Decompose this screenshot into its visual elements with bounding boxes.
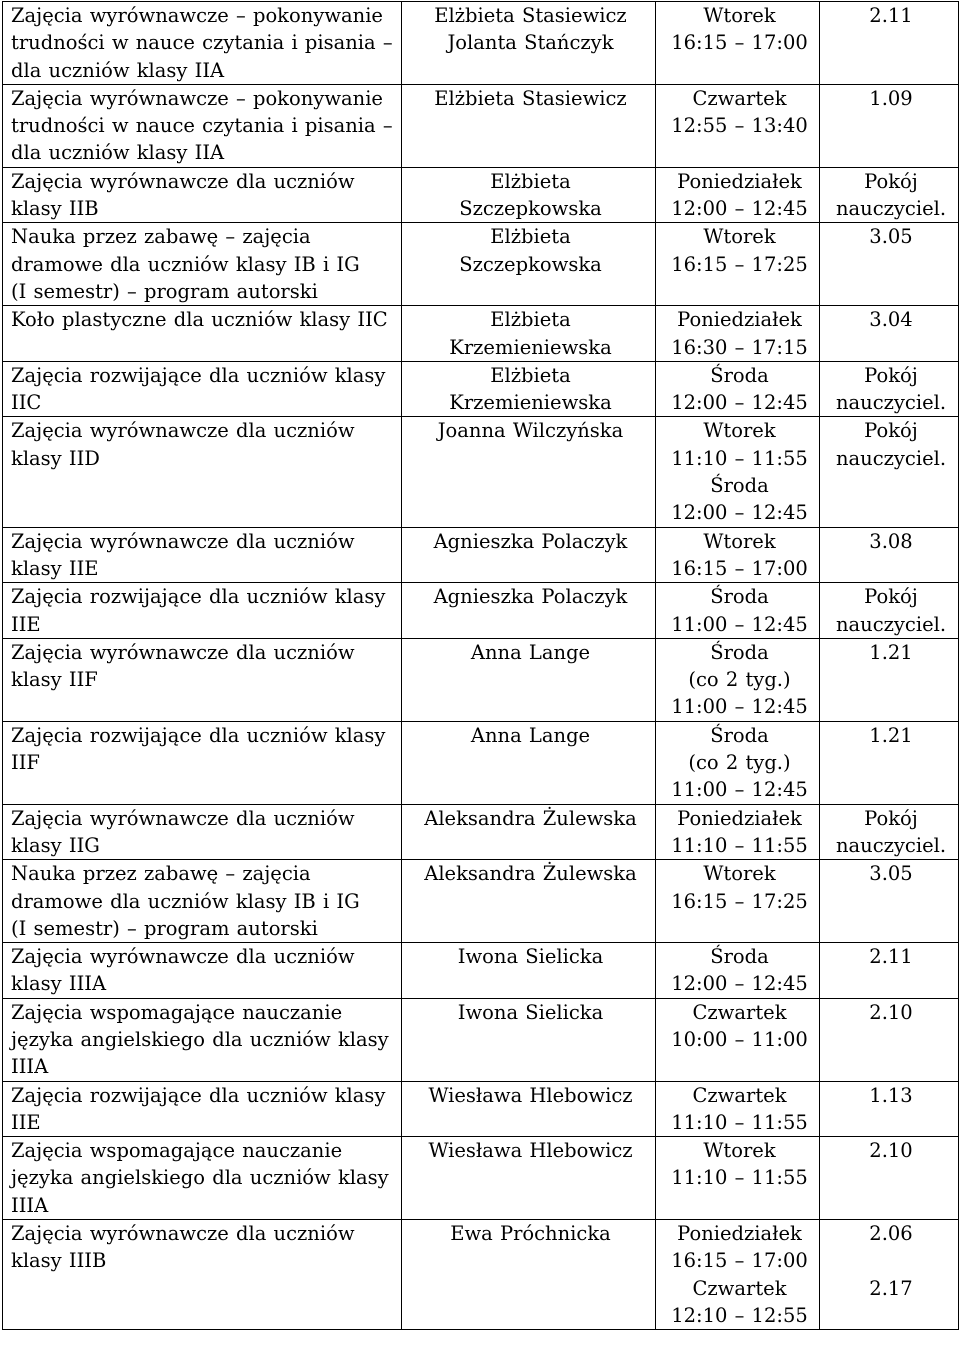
schedule-time-cell — [656, 638, 820, 721]
room-line: Pokój — [864, 585, 918, 609]
schedule-time-line: Środa — [710, 640, 769, 664]
schedule-time-line: 16:15 – 17:00 — [671, 556, 808, 580]
teacher-name-line: Szczepkowska — [459, 252, 602, 276]
activity-name-cell — [3, 943, 402, 999]
room-line: 2.06 — [869, 1222, 913, 1246]
activity-name-cell — [3, 1081, 402, 1137]
teacher-cell — [402, 860, 656, 943]
schedule-time-line: Poniedziałek — [677, 308, 802, 332]
activity-name-cell — [3, 998, 402, 1081]
teacher-cell — [402, 721, 656, 804]
activity-name-line: IIE — [11, 612, 41, 636]
room-cell — [820, 1081, 959, 1137]
activity-name-line: Zajęcia wspomagające nauczanie — [11, 1139, 343, 1163]
table-row — [3, 2, 959, 85]
activity-name-line: dramowe dla uczniów klasy IB i IG — [11, 889, 360, 913]
schedule-time-line: Poniedziałek — [677, 169, 802, 193]
room-line: 3.04 — [869, 308, 913, 332]
room-cell — [820, 998, 959, 1081]
schedule-time-line: Środa — [710, 363, 769, 387]
teacher-name-line: Elżbieta — [490, 363, 571, 387]
activity-name-line: języka angielskiego dla uczniów klasy — [11, 1027, 389, 1051]
activity-name-line: Zajęcia wyrównawcze dla uczniów — [11, 169, 355, 193]
schedule-time-line: Wtorek — [703, 225, 776, 249]
schedule-time-line: Środa — [710, 723, 769, 747]
schedule-time-cell — [656, 1220, 820, 1330]
activity-name-line: klasy IIIA — [11, 972, 107, 996]
table-row — [3, 417, 959, 527]
activity-name-cell — [3, 721, 402, 804]
table-row — [3, 721, 959, 804]
room-cell — [820, 223, 959, 306]
room-line: nauczyciel. — [835, 833, 947, 857]
room-line — [828, 1247, 954, 1274]
teacher-name-line: Aleksandra Żulewska — [424, 806, 637, 830]
schedule-time-line: 12:10 – 12:55 — [671, 1303, 808, 1327]
schedule-time-line: Środa — [710, 945, 769, 969]
schedule-time-cell — [656, 361, 820, 417]
activity-name-line: IIC — [11, 391, 42, 415]
room-line: Pokój — [864, 169, 918, 193]
activity-name-line: dla uczniów klasy IIA — [11, 141, 225, 165]
schedule-time-line: 12:55 – 13:40 — [671, 114, 808, 138]
schedule-time-cell — [656, 167, 820, 223]
room-cell — [820, 860, 959, 943]
schedule-time-line: 11:10 – 11:55 — [671, 446, 808, 470]
schedule-time-line: 11:10 – 11:55 — [671, 833, 808, 857]
activity-name-line: Zajęcia rozwijające dla uczniów klasy — [11, 585, 386, 609]
teacher-name-line: Iwona Sielicka — [457, 945, 604, 969]
room-line: nauczyciel. — [835, 446, 947, 470]
teacher-name-line: Elżbieta — [490, 308, 571, 332]
table-row — [3, 1081, 959, 1137]
activity-name-line: Zajęcia rozwijające dla uczniów klasy — [11, 723, 386, 747]
schedule-time-cell — [656, 721, 820, 804]
schedule-time-line: 16:15 – 17:00 — [671, 1249, 808, 1273]
activity-name-line: (I semestr) – program autorski — [11, 279, 318, 303]
room-line: 1.13 — [869, 1083, 913, 1107]
schedule-body — [3, 2, 959, 1330]
room-line: 2.11 — [869, 4, 913, 27]
room-line: 1.09 — [869, 86, 913, 110]
teacher-cell — [402, 943, 656, 999]
teacher-cell — [402, 1137, 656, 1220]
schedule-time-line: Poniedziałek — [677, 806, 802, 830]
schedule-time-line: (co 2 tyg.) — [688, 668, 791, 692]
room-line: nauczyciel. — [835, 391, 947, 415]
schedule-time-line: Poniedziałek — [677, 1222, 802, 1246]
table-row — [3, 804, 959, 860]
schedule-time-line: 11:10 – 11:55 — [671, 1110, 808, 1134]
schedule-time-line: Czwartek — [692, 1000, 787, 1024]
schedule-time-line: 16:30 – 17:15 — [671, 335, 808, 359]
schedule-time-line: 12:00 – 12:45 — [671, 972, 808, 996]
room-cell — [820, 84, 959, 167]
teacher-cell — [402, 167, 656, 223]
room-cell — [820, 943, 959, 999]
schedule-time-cell — [656, 1081, 820, 1137]
schedule-time-line: 16:15 – 17:00 — [671, 31, 808, 55]
teacher-name-line: Jolanta Stańczyk — [447, 31, 614, 55]
activity-name-cell — [3, 223, 402, 306]
table-row — [3, 583, 959, 639]
teacher-name-line: Elżbieta Stasiewicz — [434, 4, 627, 27]
schedule-time-line: 11:10 – 11:55 — [671, 1166, 808, 1190]
table-row — [3, 1137, 959, 1220]
schedule-time-line: (co 2 tyg.) — [688, 751, 791, 775]
schedule-time-cell — [656, 1137, 820, 1220]
activity-name-line: klasy IIF — [11, 668, 98, 692]
activity-name-cell — [3, 84, 402, 167]
teacher-name-line: Aleksandra Żulewska — [424, 862, 637, 886]
room-cell — [820, 306, 959, 362]
room-line: Pokój — [864, 363, 918, 387]
teacher-cell — [402, 84, 656, 167]
activity-name-line: Nauka przez zabawę – zajęcia — [11, 225, 311, 249]
table-row — [3, 998, 959, 1081]
schedule-time-line: Czwartek — [692, 86, 787, 110]
activity-name-cell — [3, 1220, 402, 1330]
schedule-time-line: Czwartek — [692, 1083, 787, 1107]
room-line: 3.08 — [869, 529, 913, 553]
room-line: 1.21 — [869, 640, 913, 664]
room-line: Pokój — [864, 419, 918, 443]
activity-name-line: IIE — [11, 1110, 41, 1134]
activity-name-line: Zajęcia wspomagające nauczanie — [11, 1000, 343, 1024]
schedule-time-line: 11:00 – 12:45 — [671, 612, 808, 636]
activity-name-line: Zajęcia wyrównawcze – pokonywanie — [11, 86, 383, 110]
schedule-time-line: Czwartek — [692, 1276, 787, 1300]
table-row — [3, 84, 959, 167]
schedule-time-line: 16:15 – 17:25 — [671, 252, 808, 276]
room-cell — [820, 361, 959, 417]
teacher-cell — [402, 306, 656, 362]
teacher-cell — [402, 583, 656, 639]
activity-name-line: Zajęcia wyrównawcze dla uczniów — [11, 1222, 355, 1246]
table-row — [3, 1220, 959, 1330]
teacher-cell — [402, 638, 656, 721]
schedule-time-cell — [656, 223, 820, 306]
teacher-cell — [402, 804, 656, 860]
teacher-name-line: Ewa Próchnicka — [450, 1222, 611, 1246]
teacher-name-line: Joanna Wilczyńska — [437, 419, 624, 443]
teacher-cell — [402, 223, 656, 306]
room-line: 2.11 — [869, 945, 913, 969]
teacher-name-line: Anna Lange — [470, 640, 591, 664]
teacher-name-line: Agnieszka Polaczyk — [433, 529, 628, 553]
activity-name-line: Zajęcia wyrównawcze – pokonywanie — [11, 4, 383, 27]
teacher-cell — [402, 998, 656, 1081]
schedule-time-line: Wtorek — [703, 419, 776, 443]
activity-name-cell — [3, 583, 402, 639]
activity-name-line: trudności w nauce czytania i pisania – — [11, 31, 393, 55]
room-line: 3.05 — [869, 225, 913, 249]
schedule-time-line: Wtorek — [703, 4, 776, 27]
activity-name-line: Zajęcia wyrównawcze dla uczniów — [11, 640, 355, 664]
activity-name-line: klasy IIE — [11, 556, 99, 580]
activity-name-line: dla uczniów klasy IIA — [11, 58, 225, 82]
schedule-time-cell — [656, 527, 820, 583]
table-row — [3, 527, 959, 583]
schedule-time-cell — [656, 2, 820, 85]
teacher-name-line: Wiesława Hlebowicz — [428, 1083, 633, 1107]
teacher-name-line: Agnieszka Polaczyk — [433, 585, 628, 609]
table-row — [3, 167, 959, 223]
activity-name-line: Zajęcia wyrównawcze dla uczniów — [11, 419, 355, 443]
activity-name-line: dramowe dla uczniów klasy IB i IG — [11, 252, 360, 276]
schedule-time-cell — [656, 417, 820, 527]
activity-name-line: IIIA — [11, 1055, 49, 1079]
teacher-cell — [402, 527, 656, 583]
schedule-time-line: Środa — [710, 474, 769, 498]
activity-name-cell — [3, 804, 402, 860]
room-cell — [820, 638, 959, 721]
teacher-cell — [402, 417, 656, 527]
table-row — [3, 943, 959, 999]
room-line: nauczyciel. — [835, 612, 947, 636]
room-cell — [820, 2, 959, 85]
schedule-time-cell — [656, 583, 820, 639]
room-cell — [820, 721, 959, 804]
schedule-time-line: 12:00 – 12:45 — [671, 197, 808, 221]
teacher-name-line: Anna Lange — [470, 723, 591, 747]
schedule-time-line: Wtorek — [703, 862, 776, 886]
teacher-name-line: Elżbieta — [490, 225, 571, 249]
activity-name-line: klasy IIB — [11, 197, 99, 221]
teacher-name-line: Elżbieta — [490, 169, 571, 193]
room-line: Pokój — [864, 806, 918, 830]
teacher-cell — [402, 1220, 656, 1330]
activity-name-line: Zajęcia wyrównawcze dla uczniów — [11, 806, 355, 830]
room-cell — [820, 527, 959, 583]
room-cell — [820, 583, 959, 639]
activity-name-cell — [3, 2, 402, 85]
schedule-time-cell — [656, 306, 820, 362]
schedule-time-cell — [656, 804, 820, 860]
activity-name-line: klasy IIG — [11, 833, 100, 857]
room-cell — [820, 1137, 959, 1220]
room-line: 2.17 — [869, 1276, 913, 1300]
activity-name-line: IIF — [11, 751, 40, 775]
activity-name-line: Nauka przez zabawę – zajęcia — [11, 862, 311, 886]
room-cell — [820, 167, 959, 223]
table-row — [3, 361, 959, 417]
room-cell — [820, 417, 959, 527]
schedule-time-cell — [656, 860, 820, 943]
schedule-time-line: 12:00 – 12:45 — [671, 501, 808, 525]
schedule-time-line: 16:15 – 17:25 — [671, 889, 808, 913]
teacher-name-line: Szczepkowska — [459, 197, 602, 221]
room-line: nauczyciel. — [835, 197, 947, 221]
activity-name-cell — [3, 306, 402, 362]
table-row — [3, 223, 959, 306]
activity-name-line: Zajęcia rozwijające dla uczniów klasy — [11, 363, 386, 387]
schedule-time-cell — [656, 998, 820, 1081]
activity-name-cell — [3, 860, 402, 943]
activity-name-line: (I semestr) – program autorski — [11, 916, 318, 940]
activity-name-line: klasy IID — [11, 446, 100, 470]
room-cell — [820, 804, 959, 860]
room-line: 2.10 — [869, 1139, 913, 1163]
teacher-name-line: Wiesława Hlebowicz — [428, 1139, 633, 1163]
teacher-name-line: Elżbieta Stasiewicz — [434, 86, 627, 110]
schedule-time-line: 10:00 – 11:00 — [671, 1027, 808, 1051]
activity-name-line: języka angielskiego dla uczniów klasy — [11, 1166, 389, 1190]
schedule-time-line: Wtorek — [703, 1139, 776, 1163]
schedule-time-line: Środa — [710, 585, 769, 609]
room-cell — [820, 1220, 959, 1330]
teacher-cell — [402, 361, 656, 417]
table-row — [3, 638, 959, 721]
activity-name-line: klasy IIIB — [11, 1249, 107, 1273]
teacher-name-line: Krzemieniewska — [449, 335, 612, 359]
table-row — [3, 860, 959, 943]
activity-name-cell — [3, 638, 402, 721]
activity-name-line: trudności w nauce czytania i pisania – — [11, 114, 393, 138]
activity-name-line: IIIA — [11, 1193, 49, 1217]
activity-name-cell — [3, 417, 402, 527]
teacher-cell — [402, 1081, 656, 1137]
activity-name-cell — [3, 167, 402, 223]
schedule-time-line: Wtorek — [703, 529, 776, 553]
room-line: 3.05 — [869, 862, 913, 886]
activity-name-cell — [3, 1137, 402, 1220]
activity-name-cell — [3, 361, 402, 417]
table-row — [3, 306, 959, 362]
activity-name-line: Zajęcia wyrównawcze dla uczniów — [11, 945, 355, 969]
schedule-time-cell — [656, 84, 820, 167]
schedule-time-line: 11:00 – 12:45 — [671, 695, 808, 719]
schedule-time-line: 12:00 – 12:45 — [671, 391, 808, 415]
schedule-table — [2, 1, 959, 1330]
activity-name-cell — [3, 527, 402, 583]
teacher-cell — [402, 2, 656, 85]
schedule-time-cell — [656, 943, 820, 999]
teacher-name-line: Krzemieniewska — [449, 391, 612, 415]
activity-name-line: Koło plastyczne dla uczniów klasy IIC — [11, 308, 388, 332]
activity-name-line: Zajęcia wyrównawcze dla uczniów — [11, 529, 355, 553]
room-line: 1.21 — [869, 723, 913, 747]
activity-name-line: Zajęcia rozwijające dla uczniów klasy — [11, 1083, 386, 1107]
teacher-name-line: Iwona Sielicka — [457, 1000, 604, 1024]
room-line: 2.10 — [869, 1000, 913, 1024]
schedule-time-line: 11:00 – 12:45 — [671, 778, 808, 802]
